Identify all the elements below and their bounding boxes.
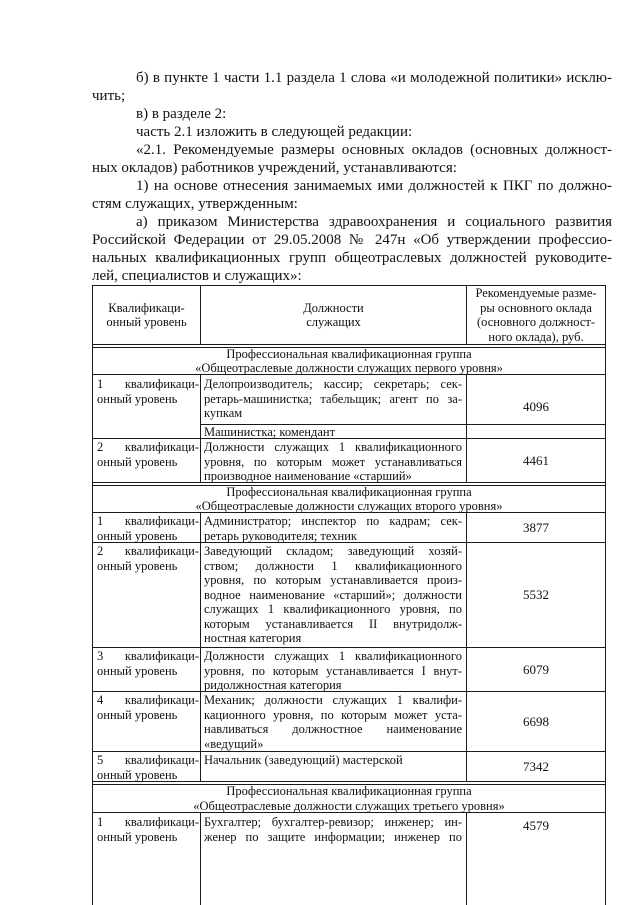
table-row-positions: Бухгалтер; бухгалтер-ревизор; инженер; ин- женер по защите информации; инженер по — [204, 815, 462, 844]
intro-line-12: лей, специалистов и служащих»: — [92, 268, 302, 284]
group-title: Профессиональная квалификационная группа «Общеотраслевые должности служащих третьего уровня» — [193, 785, 505, 812]
group-title: Профессиональная квалификационная группа «Общеотраслевые должности служащих первого уровня» — [195, 348, 503, 374]
table-row-positions: Делопроизводитель; кассир; секретарь; сек- ретарь-машинистка; табельщик; агент по за- купкам — [204, 377, 462, 420]
table-row-positions: Машинистка; комендант — [204, 425, 336, 439]
intro-line-7: 1) на основе отнесения занимаемых ими должностей к ПКГ по должно- — [136, 178, 612, 194]
table-row-salary: 6079 — [523, 661, 549, 677]
table-row-level: 5 квалификаци- онный уровень — [97, 753, 199, 782]
intro-line-3: в) в разделе 2: — [136, 106, 227, 122]
table-row-level: 2 квалификаци- онный уровень — [97, 440, 199, 469]
table-row-positions: Заведующий складом; заведующий хозяй- ством; должности 1 квалификационного уровня, по которым устанавливается произ- водное наименование «старший»; должности служащих 1 квалификационного уровня, по которым устанавливается II внутридолж- ностная категория — [204, 544, 462, 645]
table-row-level: 1 квалификаци- онный уровень — [97, 815, 199, 844]
intro-line-2: чить; — [92, 88, 126, 104]
intro-line-6: ных окладов) работников учреждений, устанавливаются: — [92, 160, 457, 176]
intro-line-4: часть 2.1 изложить в следующей редакции: — [136, 124, 413, 140]
group-title: Профессиональная квалификационная группа «Общеотраслевые должности служащих второго уровня» — [195, 486, 503, 512]
table-row-level: 2 квалификаци- онный уровень — [97, 544, 199, 573]
table-row-positions: Должности служащих 1 квалификационного уровня, по которым устанавливается I внут- ридолжностная категория — [204, 649, 462, 692]
intro-line-1: б) в пункте 1 части 1.1 раздела 1 слова «и молодежной политики» исклю- — [136, 70, 612, 86]
header-position: Должности служащих — [303, 300, 364, 329]
table-row-level: 4 квалификаци- онный уровень — [97, 693, 199, 722]
intro-line-11: нальных квалификационных групп общеотраслевых должностей руководите- — [92, 250, 612, 266]
intro-line-10: Российской Федерации от 29.05.2008 № 247н «Об утверждении профессио- — [92, 232, 612, 248]
intro-line-8: стям служащих, утвержденным: — [92, 196, 298, 212]
table-row-salary: 4096 — [523, 398, 549, 414]
table-row-level: 1 квалификаци- онный уровень — [97, 377, 199, 406]
table-row-salary: 5532 — [523, 587, 549, 602]
table-row-salary: 4461 — [523, 452, 549, 468]
table-row-salary: 6698 — [523, 713, 549, 729]
table-row-positions: Начальник (заведующий) мастерской — [204, 753, 403, 767]
table-row-salary: 4579 — [523, 818, 549, 833]
intro-line-9: а) приказом Министерства здравоохранения и социального развития — [136, 214, 612, 230]
intro-line-5: «2.1. Рекомендуемые размеры основных окладов (основных должност- — [136, 142, 612, 158]
table-row-salary: 3877 — [523, 519, 549, 535]
header-salary: Рекомендуемые разме- ры основного оклада (основного должност- ного оклада), руб. — [475, 286, 597, 344]
table-row-level: 3 квалификаци- онный уровень — [97, 649, 199, 678]
table-row-salary: 7342 — [523, 758, 549, 774]
table-row-level: 1 квалификаци- онный уровень — [97, 514, 199, 543]
table-row-positions: Администратор; инспектор по кадрам; сек- ретарь руководителя; техник — [204, 514, 462, 543]
header-level: Квалификаци- онный уровень — [106, 300, 187, 329]
table-row-positions: Должности служащих 1 квалификационного уровня, по которым может устанавливаться производное наименование «старший» — [204, 440, 462, 483]
table-row-positions: Механик; должности служащих 1 квалифи- кационного уровня, по которым может уста- навливаться должностное наименование «ведущий» — [204, 693, 462, 751]
